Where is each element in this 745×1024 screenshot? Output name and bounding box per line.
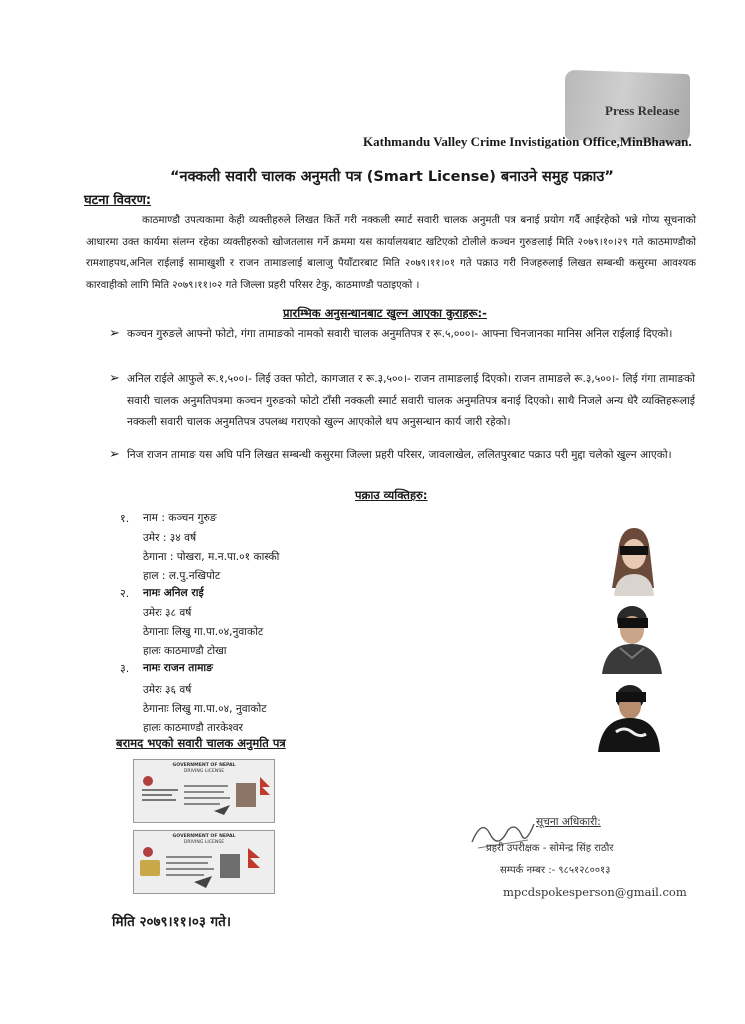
incident-heading: घटना विवरण: [84,193,152,208]
person-current-address: हालः काठमाण्डौ टोखा [143,645,227,657]
license-card-1 [133,759,275,823]
page-title: “नक्कली सवारी चालक अनुमती पत्र (Smart License) बनाउने समुह पक्राउ” [170,169,614,185]
contact-email: mpcdspokesperson@gmail.com [503,885,687,899]
incident-text: काठमाण्डौ उपत्यकामा केही व्यक्तीहरुले लिखत किर्ते गरी नक्कली स्मार्ट सवारी चालक अनुमती पत्र बनाई प्रयोग गर्दै आईरहेको भन्ने गोप्य सूचनाको आधारमा उक्त कार्यमा संलग्न रहेका व्यक्तीहरुको खोजतलास गर्ने क्रममा यस कार्यालयबाट खटिएको टोलीले कञ्चन गुरुङलाई मिति २०७९।१०।२९ गते काठमाण्डौको रामशाहपथ,अनिल राईलाई सामाखुशी र राजन तामाङलाई बालाजु पैयाँटारबाट मिति २०७९।११।०१ गते पक्राउ गरी निजहरुलाई लिखत सम्बन्धी कसुरमा आवश्यक कारवाहीको लागि मिति २०७९।११।०२ गते जिल्ला प्रहरी परिसर टेकु, काठमाण्डौ पठाइएको । [86,215,696,291]
eye-mask [618,618,648,628]
card-title: GOVERNMENT OF NEPAL [172,834,236,839]
person-address: ठेगानाः लिखु गा.पा.०४,नुवाकोट [143,626,264,638]
card-subtitle: DRIVING LICENSE [183,769,225,774]
arrow-bullet-icon: ➢ [109,326,120,341]
person-number: १. [120,512,130,525]
arrested-heading: पक्राउ व्यक्तिहरु: [355,488,428,502]
finding-item: कञ्चन गुरुङले आफ्नो फोटो, गंगा तामाङको नामको सवारी चालक अनुमतिपत्र र रू.५,०००।- आफ्ना चिनजानका मानिस अनिल राईलाई दिएको। [127,328,673,340]
person-age: उमेरः ३८ वर्ष [143,607,192,619]
card-subtitle: DRIVING LICENSE [183,840,225,845]
contact-officer: प्रहरी उपरीक्षक - सोमेन्द्र सिंह राठौर [486,843,614,854]
issue-date: मिति २०७९।११।०३ गते। [112,914,231,930]
recovered-heading: बरामद भएको सवारी चालक अनुमति पत्र [116,736,286,750]
person-age: उमेरः ३६ वर्ष [143,684,192,696]
suspect-photo-3 [596,678,662,752]
incident-paragraph [86,210,696,296]
person-name: नामः राजन तामाङ [143,662,213,674]
contact-heading: सूचना अधिकारी: [536,816,601,828]
arrow-bullet-icon: ➢ [109,447,120,462]
license-card-graphic [134,846,274,892]
office-name: Kathmandu Valley Crime Invistigation Office,MinBhawan. [363,134,692,149]
suspect-photo-2 [598,600,664,674]
eye-mask [620,546,648,555]
person-name: नामः अनिल राई [143,587,204,599]
license-card-graphic [134,775,274,821]
findings-heading: प्रारम्भिक अनुसन्धानबाट खुल्न आएका कुराहरू:- [283,306,487,320]
press-release-label: Press Release [605,103,680,118]
person-address: ठेगाना : पोखरा, म.न.पा.०१ कास्की [143,551,280,563]
card-title: GOVERNMENT OF NEPAL [172,763,236,768]
person-address: ठेगानाः लिखु गा.पा.०४, नुवाकोट [143,703,267,715]
person-age: उमेर : ३४ वर्ष [143,532,197,544]
person-number: ३. [120,662,130,675]
license-card-2 [133,830,275,894]
finding-item: निज राजन तामाङ यस अघि पनि लिखत सम्बन्धी कसुरमा जिल्ला प्रहरी परिसर, जावलाखेल, ललितपुरबाट पक्राउ परी मुद्दा चलेको खुल्न आएको। [127,449,672,461]
eye-mask [616,692,646,702]
person-name: नाम : कञ्चन गुरुङ [143,512,217,524]
person-number: २. [120,587,130,600]
contact-phone: सम्पर्क नम्बर :- ९८५१२८००१३ [500,865,611,876]
finding-item: अनिल राईले आफुले रू.१,५००।- लिई उक्त फोटो, कागजात र रू.३,५००।- राजन तामाङलाई दिएको। राजन तामाङले रू.३,५००।- लिई गंगा तामाङको सवारी चालक अनुमतिपत्रमा कञ्चन गुरुङको फोटो टाँसी नक्कली स्मार्ट सवारी चालक अनुमतिपत्र बनाई दिएको। साथै निजले अन्य धेरै व्यक्तिहरूलाई नक्कली सवारी चालक अनुमतिपत्र उपलब्ध गराएको खुल्न आएकोले थप अनुसन्धान कार्य जारी रहेको। [127,373,695,428]
arrow-bullet-icon: ➢ [109,371,120,386]
suspect-photo-1 [600,522,666,596]
person-current-address: हाल : ल.पु.नखिपोट [143,570,221,582]
person-current-address: हालः काठमाण्डौ तारकेश्वर [143,722,243,734]
